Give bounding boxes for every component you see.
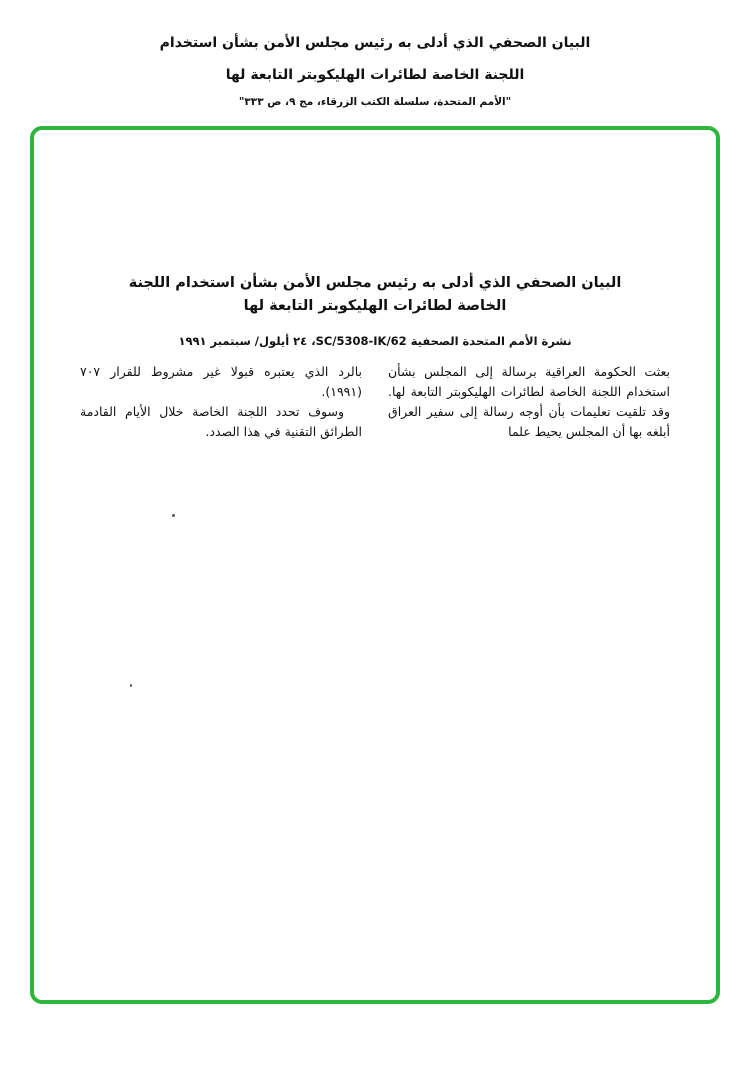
body-column-right <box>388 362 670 442</box>
page-header <box>0 0 750 108</box>
scan-speck <box>172 514 175 517</box>
paragraph: بالرد الذي يعتبره قبولا غير مشروط للقرار ٧٠٧ (١٩٩١). <box>80 364 362 399</box>
body-column-left <box>80 362 362 442</box>
document-press-release-line: نشرة الأمم المتحدة الصحفية SC/5308-IK/62، ٢٤ أيلول/ سبتمبر ١٩٩١ <box>178 334 572 348</box>
document-frame <box>30 126 720 1004</box>
document-title-line-2: الخاصة لطائرات الهليكوبتر التابعة لها <box>243 298 507 314</box>
paragraph: بعثت الحكومة العراقية برسالة إلى المجلس بشأن استخدام اللجنة الخاصة لطائرات الهليكوبتر التابعة لها. وقد تلقيت تعليمات بأن أوجه رسالة إلى سفير العراق أبلغه بها أن المجلس يحيط علما <box>388 364 670 439</box>
paragraph: وسوف تحدد اللجنة الخاصة خلال الأيام القادمة الطرائق التقنية في هذا الصدد. <box>80 404 362 439</box>
header-title-line-1: البيان الصحفي الذي أدلى به رئيس مجلس الأمن بشأن استخدام <box>159 35 591 51</box>
scan-speck <box>130 684 132 687</box>
document-page <box>34 130 716 442</box>
header-title-line-2: اللجنة الخاصة لطائرات الهليكوبتر التابعة لها <box>225 67 525 83</box>
document-title <box>80 272 670 318</box>
header-source-citation: "الأمم المتحدة، سلسلة الكتب الزرقاء، مج ٩، ص ٣٣٣" <box>238 96 512 108</box>
document-title-line-1: البيان الصحفي الذي أدلى به رئيس مجلس الأمن بشأن استخدام اللجنة <box>128 275 622 291</box>
document-body <box>80 362 670 442</box>
